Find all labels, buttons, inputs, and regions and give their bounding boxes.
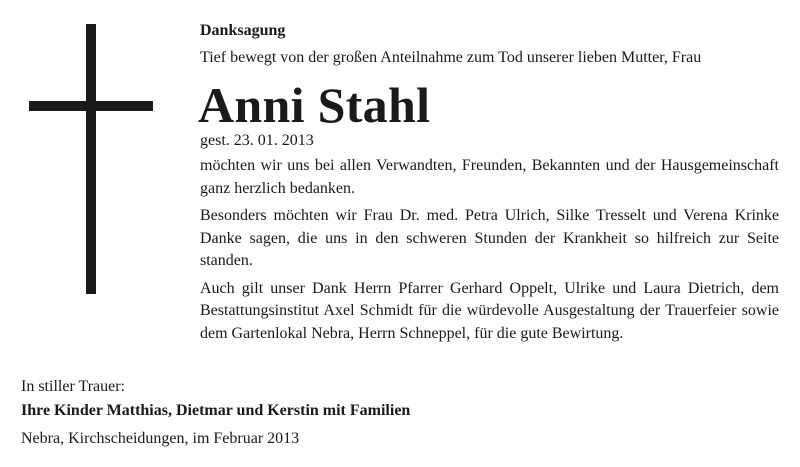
deceased-name: Anni Stahl	[198, 77, 431, 133]
signature-names: Ihre Kinder Matthias, Dietmar und Kerstin mit Familien	[21, 402, 411, 419]
thanks-paragraph: Auch gilt unser Dank Herrn Pfarrer Gerhard Oppelt, Ulrike und Laura Dietrich, dem Bestattungsinstitut Axel Schmidt für die würdevolle Ausgestaltung der Trauerfeier sowie dem Gartenlokal Nebra, Herrn Schneppel, für die gute Bewirtung.	[200, 279, 779, 342]
death-date: gest. 23. 01. 2013	[200, 132, 314, 149]
signature-label: In stiller Trauer:	[21, 378, 125, 395]
latin-cross-icon	[0, 0, 200, 300]
thanks-paragraph: möchten wir uns bei allen Verwandten, Freunden, Bekannten und der Hausgemeinschaft ganz herzlich bedanken.	[200, 157, 779, 197]
place-and-date: Nebra, Kirchscheidungen, im Februar 2013	[21, 430, 300, 447]
notice-heading: Danksagung	[200, 22, 286, 39]
thanks-paragraph: Besonders möchten wir Frau Dr. med. Petra Ulrich, Silke Tresselt und Verena Krinke Danke sagen, die uns in den schweren Stunden der Krankheit so hilfreich zur Seite standen.	[200, 207, 779, 269]
intro-line: Tief bewegt von der großen Anteilnahme zum Tod unserer lieben Mutter, Frau	[200, 49, 702, 66]
thanks-body	[200, 155, 779, 350]
